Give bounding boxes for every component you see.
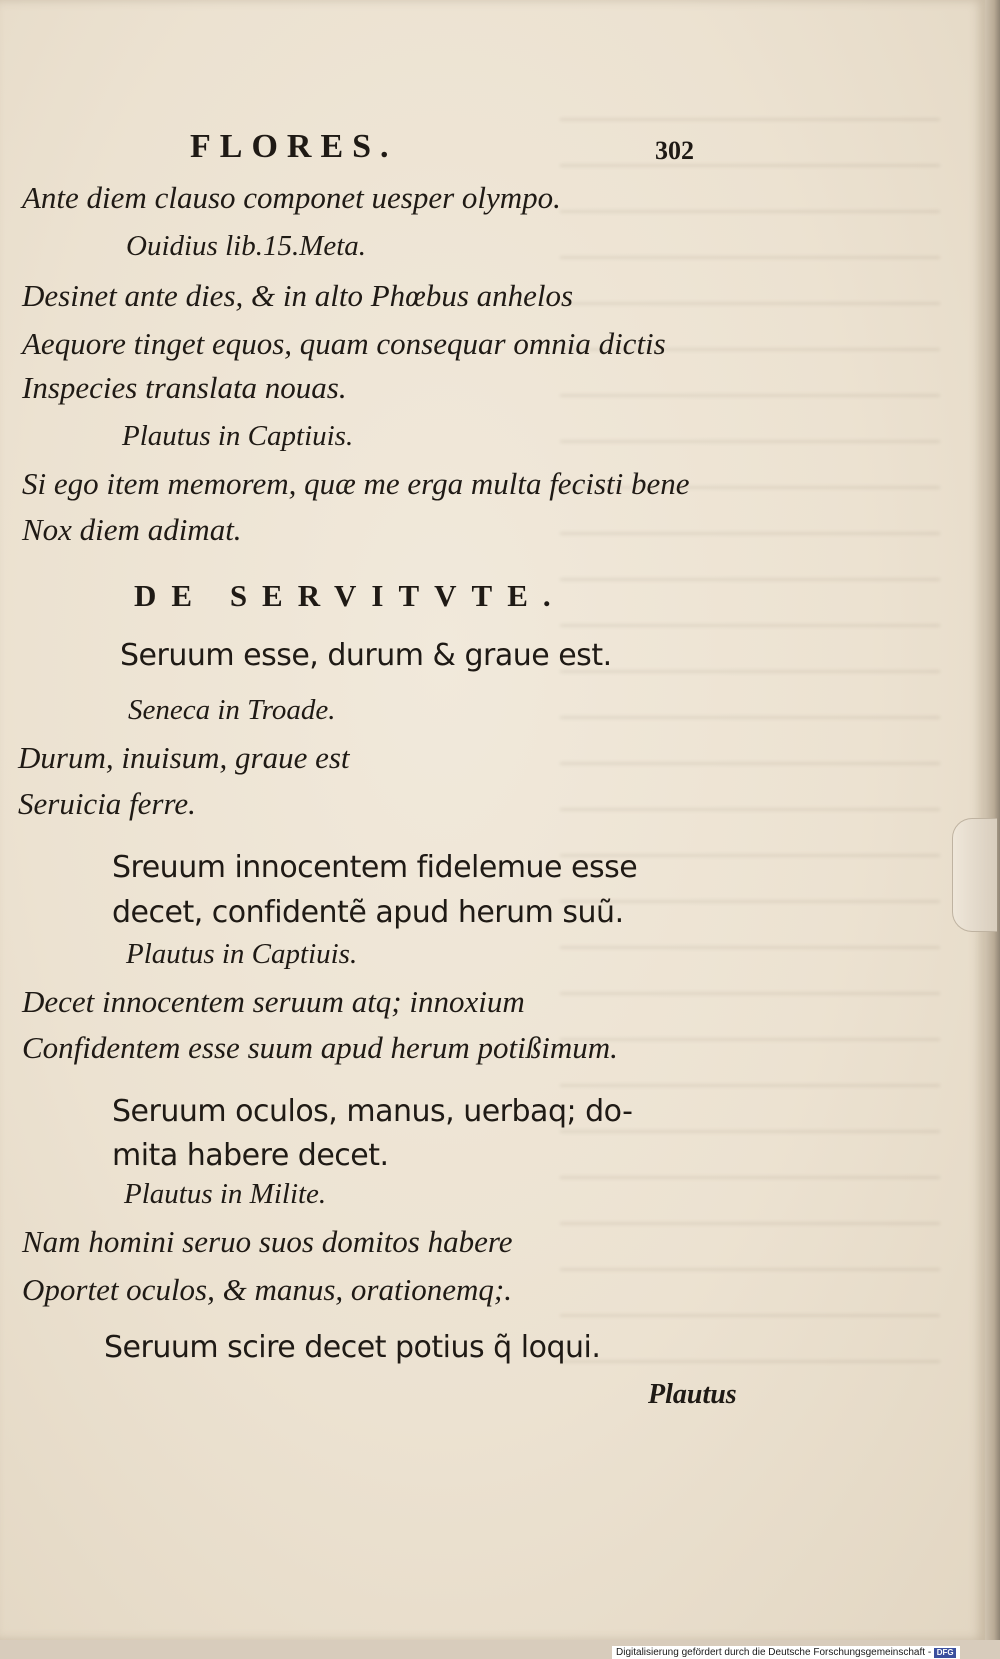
source-citation: Ouidius lib.15.Meta. — [126, 230, 367, 262]
verse-line: Ante diem clauso componet uesper olympo. — [22, 180, 561, 215]
verse-line: Oportet oculos, & manus, orationemq;. — [22, 1272, 512, 1307]
catchword: Plautus — [648, 1379, 737, 1410]
verse-line: Decet innocentem seruum atq; innoxium — [22, 984, 525, 1019]
source-citation: Plautus in Captiuis. — [126, 938, 358, 970]
maxim-line: Seruum oculos, manus, uerbaq; do- — [112, 1094, 633, 1129]
verse-line: Nox diem adimat. — [22, 512, 242, 547]
maxim-line: mita habere decet. — [112, 1138, 389, 1173]
verse-line: Aequore tinget equos, quam consequar omnia dictis — [22, 326, 666, 361]
verse-line: Seruicia ferre. — [18, 786, 196, 821]
source-citation: Seneca in Troade. — [128, 694, 336, 726]
running-head: FLORES. — [190, 128, 398, 165]
dfg-logo: DFG — [934, 1648, 956, 1658]
maxim-line: Seruum esse, durum & graue est. — [120, 638, 612, 673]
maxim-line: decet, confidentẽ apud herum suũ. — [112, 895, 624, 930]
funding-banner — [612, 1646, 960, 1659]
source-citation: Plautus in Milite. — [124, 1178, 327, 1210]
page-clip-tab — [952, 818, 997, 932]
verse-line: Nam homini seruo suos domitos habere — [22, 1224, 513, 1259]
section-heading: DE SERVITVTE. — [134, 578, 566, 613]
verse-line: Confidentem esse suum apud herum potißimum. — [22, 1030, 618, 1065]
maxim-line: Sreuum innocentem fidelemue esse — [112, 850, 638, 885]
verse-line: Si ego item memorem, quæ me erga multa fecisti bene — [22, 466, 690, 501]
funding-credit-text: Digitalisierung gefördert durch die Deutsche Forschungsgemeinschaft - — [616, 1647, 932, 1658]
show-through-text — [560, 90, 940, 1390]
page-number: 302 — [655, 136, 694, 165]
verse-line: Durum, inuisum, graue est — [18, 740, 350, 775]
maxim-line: Seruum scire decet potius q̃ loqui. — [104, 1330, 601, 1365]
verse-line: Desinet ante dies, & in alto Phœbus anhelos — [22, 278, 574, 313]
source-citation: Plautus in Captiuis. — [122, 420, 354, 452]
verse-line: Inspecies translata nouas. — [22, 370, 347, 405]
